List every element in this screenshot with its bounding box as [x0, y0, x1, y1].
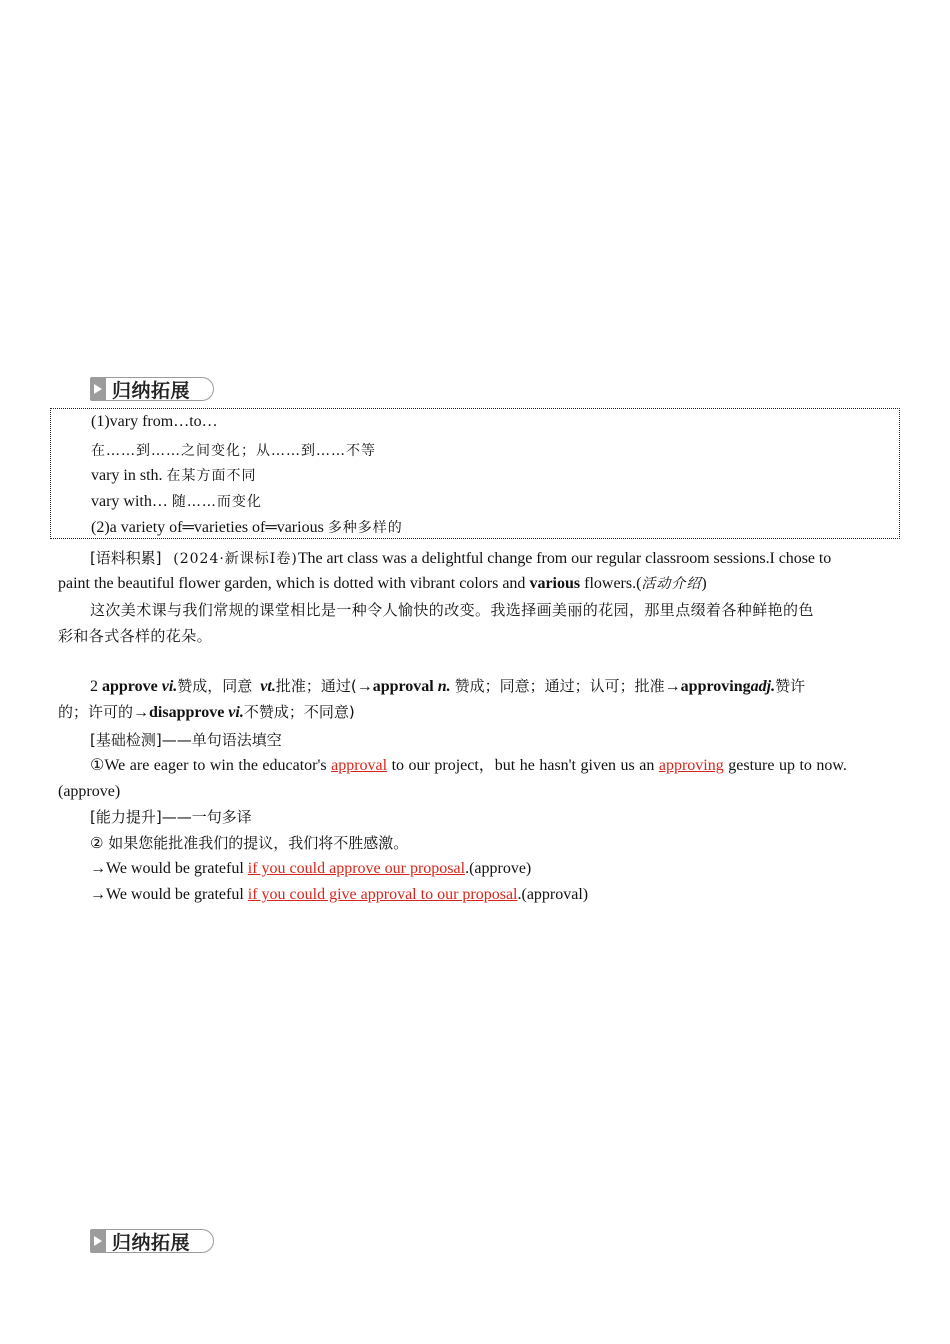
section-badge-label: 归纳拓展: [106, 377, 214, 401]
summary-box: [50, 408, 900, 539]
improve-answer-1: →We would be grateful if you could approve our proposal.(approve): [90, 860, 532, 877]
answer-approving: approving: [658, 757, 724, 774]
play-triangle-icon: [90, 1229, 106, 1253]
corpus-tag: [语料积累]: [90, 549, 162, 567]
answer-approve-proposal: if you could approve our proposal: [247, 860, 466, 877]
basic-test-hint: (approve): [58, 783, 121, 800]
corpus-line-2: paint the beautiful flower garden, which is dotted with vibrant colors and various flowers.(活动介绍): [58, 575, 707, 592]
answer-give-approval: if you could give approval to our proposal: [247, 886, 518, 903]
box-line-1: (1)vary from…to…: [91, 413, 218, 430]
box-line-2: 在……到……之间变化；从……到……不等: [91, 443, 376, 459]
arrow-icon: →: [664, 678, 681, 695]
arrow-icon: →: [133, 704, 150, 721]
section-badge-label: 归纳拓展: [106, 1229, 214, 1253]
basic-test-question: ①We are eager to win the educator's approval to our project，but he hasn't given us an approving gesture up to now.: [90, 757, 847, 774]
answer-approval: approval: [331, 757, 388, 774]
corpus-line-1: [58, 545, 892, 572]
corpus-sentence-a: The art class was a delightful change from our regular classroom sessions.I chose to: [297, 550, 832, 567]
arrow-icon: →: [356, 678, 373, 695]
section-badge-bottom: [90, 1227, 214, 1255]
corpus-source: (2024·新课标Ⅰ卷): [173, 551, 298, 567]
box-line-5: (2)a variety of═varieties of═various 多种多样的: [91, 519, 403, 536]
improve-question: ② 如果您能批准我们的提议，我们将不胜感激。: [90, 834, 409, 852]
improve-answer-2: →We would be grateful if you could give approval to our proposal.(approval): [90, 886, 589, 903]
play-triangle-icon: [90, 377, 106, 401]
entry-line-2: 的；许可的→disapprove vi.不赞成；不同意): [58, 703, 355, 721]
box-line-3: vary in sth. 在某方面不同: [91, 467, 257, 484]
section-badge-top: [90, 375, 214, 403]
corpus-translation-1: 这次美术课与我们常规的课堂相比是一种令人愉快的改变。我选择画美丽的花园，那里点缀着各种鲜艳的色: [90, 601, 814, 619]
improve-heading: [能力提升]——一句多译: [90, 808, 252, 826]
entry-line-1: 2 approve vi.赞成，同意 vt.批准；通过(→approval n. 赞成；同意；通过；认可；批准→approvingadj.赞许: [90, 677, 806, 695]
box-line-4: vary with… 随……而变化: [91, 493, 262, 510]
entry-word: approve: [102, 678, 158, 695]
basic-test-heading: [基础检测]——单句语法填空: [90, 731, 282, 749]
corpus-translation-2: 彩和各式各样的花朵。: [58, 627, 213, 645]
